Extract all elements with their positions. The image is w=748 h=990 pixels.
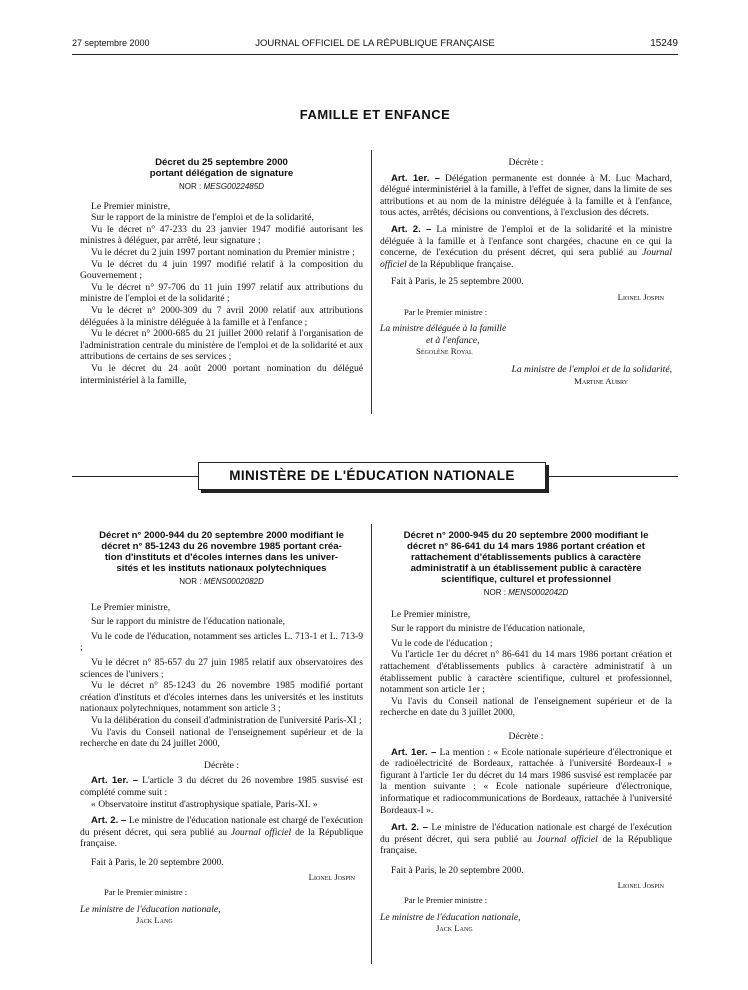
nor-reference: NOR : MENS0002082D — [179, 577, 264, 586]
paragraph: Vu l'avis du Conseil national de l'enseignement supérieur et de la recherche en date du 24 juillet 2000, — [80, 726, 363, 750]
article-1: Art. 1er. – Délégation permanente est donnée à M. Luc Machard, délégué interministériel à la famille, à l'effet de signer, dans la limite de ses attributions et au nom de la ministre déléguée à la famille et à l'enfance, tous actes, arrêtés, décisions ou conventions, à l'exclusion des décrets. — [380, 172, 672, 219]
paragraph: Sur le rapport du ministre de l'éducation nationale, — [91, 616, 286, 628]
paragraph: Le Premier ministre, — [91, 200, 171, 212]
paragraph: Vu le décret n° 97-706 du 11 juin 1997 relatif aux attributions du ministre de l'emploi et de la solidarité ; — [80, 281, 363, 305]
header-rule — [72, 54, 678, 55]
column-divider — [371, 150, 372, 414]
section-title-famille: FAMILLE ET ENFANCE — [299, 107, 451, 122]
paragraph: Vu le décret n° 2000-309 du 7 avril 2000 relatif aux attributions déléguées à la ministre déléguée à la famille et à l'enfance ; — [80, 304, 363, 328]
article-1: Art. 1er. – La mention : « Ecole nationale supérieure d'électronique et de radioélectricité de Bordeaux, rattachée à l'université Bordeaux-I » figurant à l'article 1er du décret du 14 mars 1986 susvisé est remplacée par la mention suivante : « Ecole nationale supérieure d'électronique, informatique et radiocommunications de Bordeaux, rattachée à l'université Bordeaux-I ». — [380, 746, 672, 816]
decrete-label: Décrète : — [204, 759, 239, 771]
header-page-number: 15249 — [650, 38, 678, 49]
decrete-label: Décrète : — [508, 157, 544, 168]
signature-date: Fait à Paris, le 25 septembre 2000. — [391, 276, 524, 288]
countersign-title-cont: et à l'enfance, — [426, 334, 480, 346]
paragraph: Vu le code de l'éducation ; — [391, 637, 493, 649]
paragraph: Vu le décret n° 85-1243 du 26 novembre 1985 modifié portant création d'instituts et d'écoles internes dans les universités et les instituts nationaux polytechniques, notamment son article 3 ; — [80, 680, 363, 715]
paragraph: Vu le code de l'éducation, notamment ses articles L. 713-1 et L. 713-9 ; — [80, 630, 363, 654]
paragraph: Sur le rapport du ministre de l'éducation nationale, — [391, 623, 586, 635]
section-rule-left — [72, 476, 198, 477]
paragraph: Vu le décret du 4 juin 1997 modifié relatif à la composition du Gouvernement ; — [80, 258, 363, 282]
countersign-name: Jack Lang — [436, 923, 473, 934]
signatory-prime-minister: Lionel Jospin — [617, 291, 664, 302]
article-1: Art. 1er. – L'article 3 du décret du 26 novembre 1985 susvisé est complété comme suit : — [80, 775, 363, 798]
header-journal-title: JOURNAL OFFICIEL DE LA RÉPUBLIQUE FRANÇAISE — [255, 38, 495, 49]
paragraph: Vu le décret n° 47-233 du 23 janvier 1947 modifié autorisant les ministres à déléguer, par arrêté, leur signature ; — [80, 223, 363, 247]
paragraph: Vu le décret n° 2000-685 du 21 juillet 2000 relatif à l'organisation de l'administration centrale du ministère de l'emploi et de la solidarité et aux attributions de certains de ses services ; — [80, 328, 363, 363]
nor-reference: NOR : MENS0002042D — [483, 588, 569, 597]
decree-2000-944 — [80, 530, 363, 927]
decree-title: Décret n° 2000-945 du 20 septembre 2000 modifiant le décret n° 86-641 du 14 mars 1986 portant création et rattachement d'établissements publics à caractère administratif à un établissement public à caractère scientifique, culturel et professionnel — [403, 530, 649, 585]
decree-famille-right-column — [380, 157, 672, 387]
paragraph: Vu l'article 1er du décret n° 86-641 du 14 mars 1986 portant création et rattachement d'établissements publics à caractère administratif à un établissement public à caractère scientifique, culturel et professionnel, notamment son article 1er ; — [380, 649, 672, 696]
header-date: 27 septembre 2000 — [72, 38, 150, 48]
column-divider — [371, 524, 372, 964]
section-rule-right — [548, 476, 678, 477]
paragraph: Vu le décret n° 85-657 du 27 juin 1985 relatif aux observatoires des sciences de l'univers ; — [80, 656, 363, 680]
article-2: Art. 2. – Le ministre de l'éducation nationale est chargé de l'exécution du présent décret, qui sera publié au Journal officiel de la République française. — [80, 815, 363, 850]
countersign-title: Le ministre de l'éducation nationale, — [80, 903, 221, 915]
decree-2000-945 — [380, 530, 672, 935]
countersign-title: La ministre déléguée à la famille — [380, 323, 507, 335]
countersign-label: Par le Premier ministre : — [404, 306, 488, 317]
signature-date: Fait à Paris, le 20 septembre 2000. — [391, 864, 524, 876]
nor-reference: NOR : MESG0022485D — [179, 182, 264, 191]
paragraph: Vu l'avis du Conseil national de l'enseignement supérieur et de la recherche en date du 3 juillet 2000, — [380, 695, 672, 719]
countersign-label: Par le Premier ministre : — [404, 895, 488, 906]
signatory-prime-minister: Lionel Jospin — [308, 872, 355, 883]
section-title-education: MINISTÈRE DE L'ÉDUCATION NATIONALE — [198, 462, 546, 490]
decree-title: Décret du 25 septembre 2000 portant délégation de signature — [149, 157, 294, 179]
article-2: Art. 2. – Le ministre de l'éducation nationale est chargé de l'exécution du présent décret, qui sera publié au Journal officiel de la République française. — [380, 822, 673, 857]
article-2: Art. 2. – La ministre de l'emploi et de la solidarité et la ministre déléguée à la famille et à l'enfance sont chargées, chacune en ce qui la concerne, de l'exécution du présent décret, qui sera publié au Journal officiel de la République française. — [380, 223, 672, 270]
countersign-name-2: Martine Aubry — [574, 375, 628, 386]
paragraph: Vu le décret du 2 juin 1997 portant nomination du Premier ministre ; — [91, 246, 355, 258]
decree-famille-left-column — [80, 157, 363, 386]
running-header — [72, 38, 678, 52]
countersign-label: Par le Premier ministre : — [104, 887, 188, 898]
countersign-title: Le ministre de l'éducation nationale, — [380, 911, 521, 923]
paragraph: Le Premier ministre, — [91, 601, 171, 613]
countersign-title-2: La ministre de l'emploi et de la solidarité, — [511, 363, 672, 375]
paragraph: Vu la délibération du conseil d'administration de l'université Paris-XI ; — [91, 714, 362, 726]
decree-title: Décret n° 2000-944 du 20 septembre 2000 modifiant le décret n° 85-1243 du 26 novembre 1985 portant créa- tion d'instituts et d'écoles internes dans les univer- sités et les instituts nationaux polytechniques — [99, 530, 344, 574]
paragraph: Vu le décret du 24 août 2000 portant nomination du délégué interministériel à la famille, — [80, 362, 363, 386]
countersign-name: Jack Lang — [136, 915, 173, 926]
paragraph: Le Premier ministre, — [391, 608, 471, 620]
countersign-name: Ségolène Royal — [416, 346, 473, 357]
signature-date: Fait à Paris, le 20 septembre 2000. — [91, 856, 224, 868]
signatory-prime-minister: Lionel Jospin — [617, 880, 664, 891]
decrete-label: Décrète : — [508, 730, 544, 742]
paragraph: Sur le rapport de la ministre de l'emploi et de la solidarité, — [91, 212, 314, 224]
article-1-quote: « Observatoire institut d'astrophysique spatiale, Paris-XI. » — [91, 798, 318, 810]
